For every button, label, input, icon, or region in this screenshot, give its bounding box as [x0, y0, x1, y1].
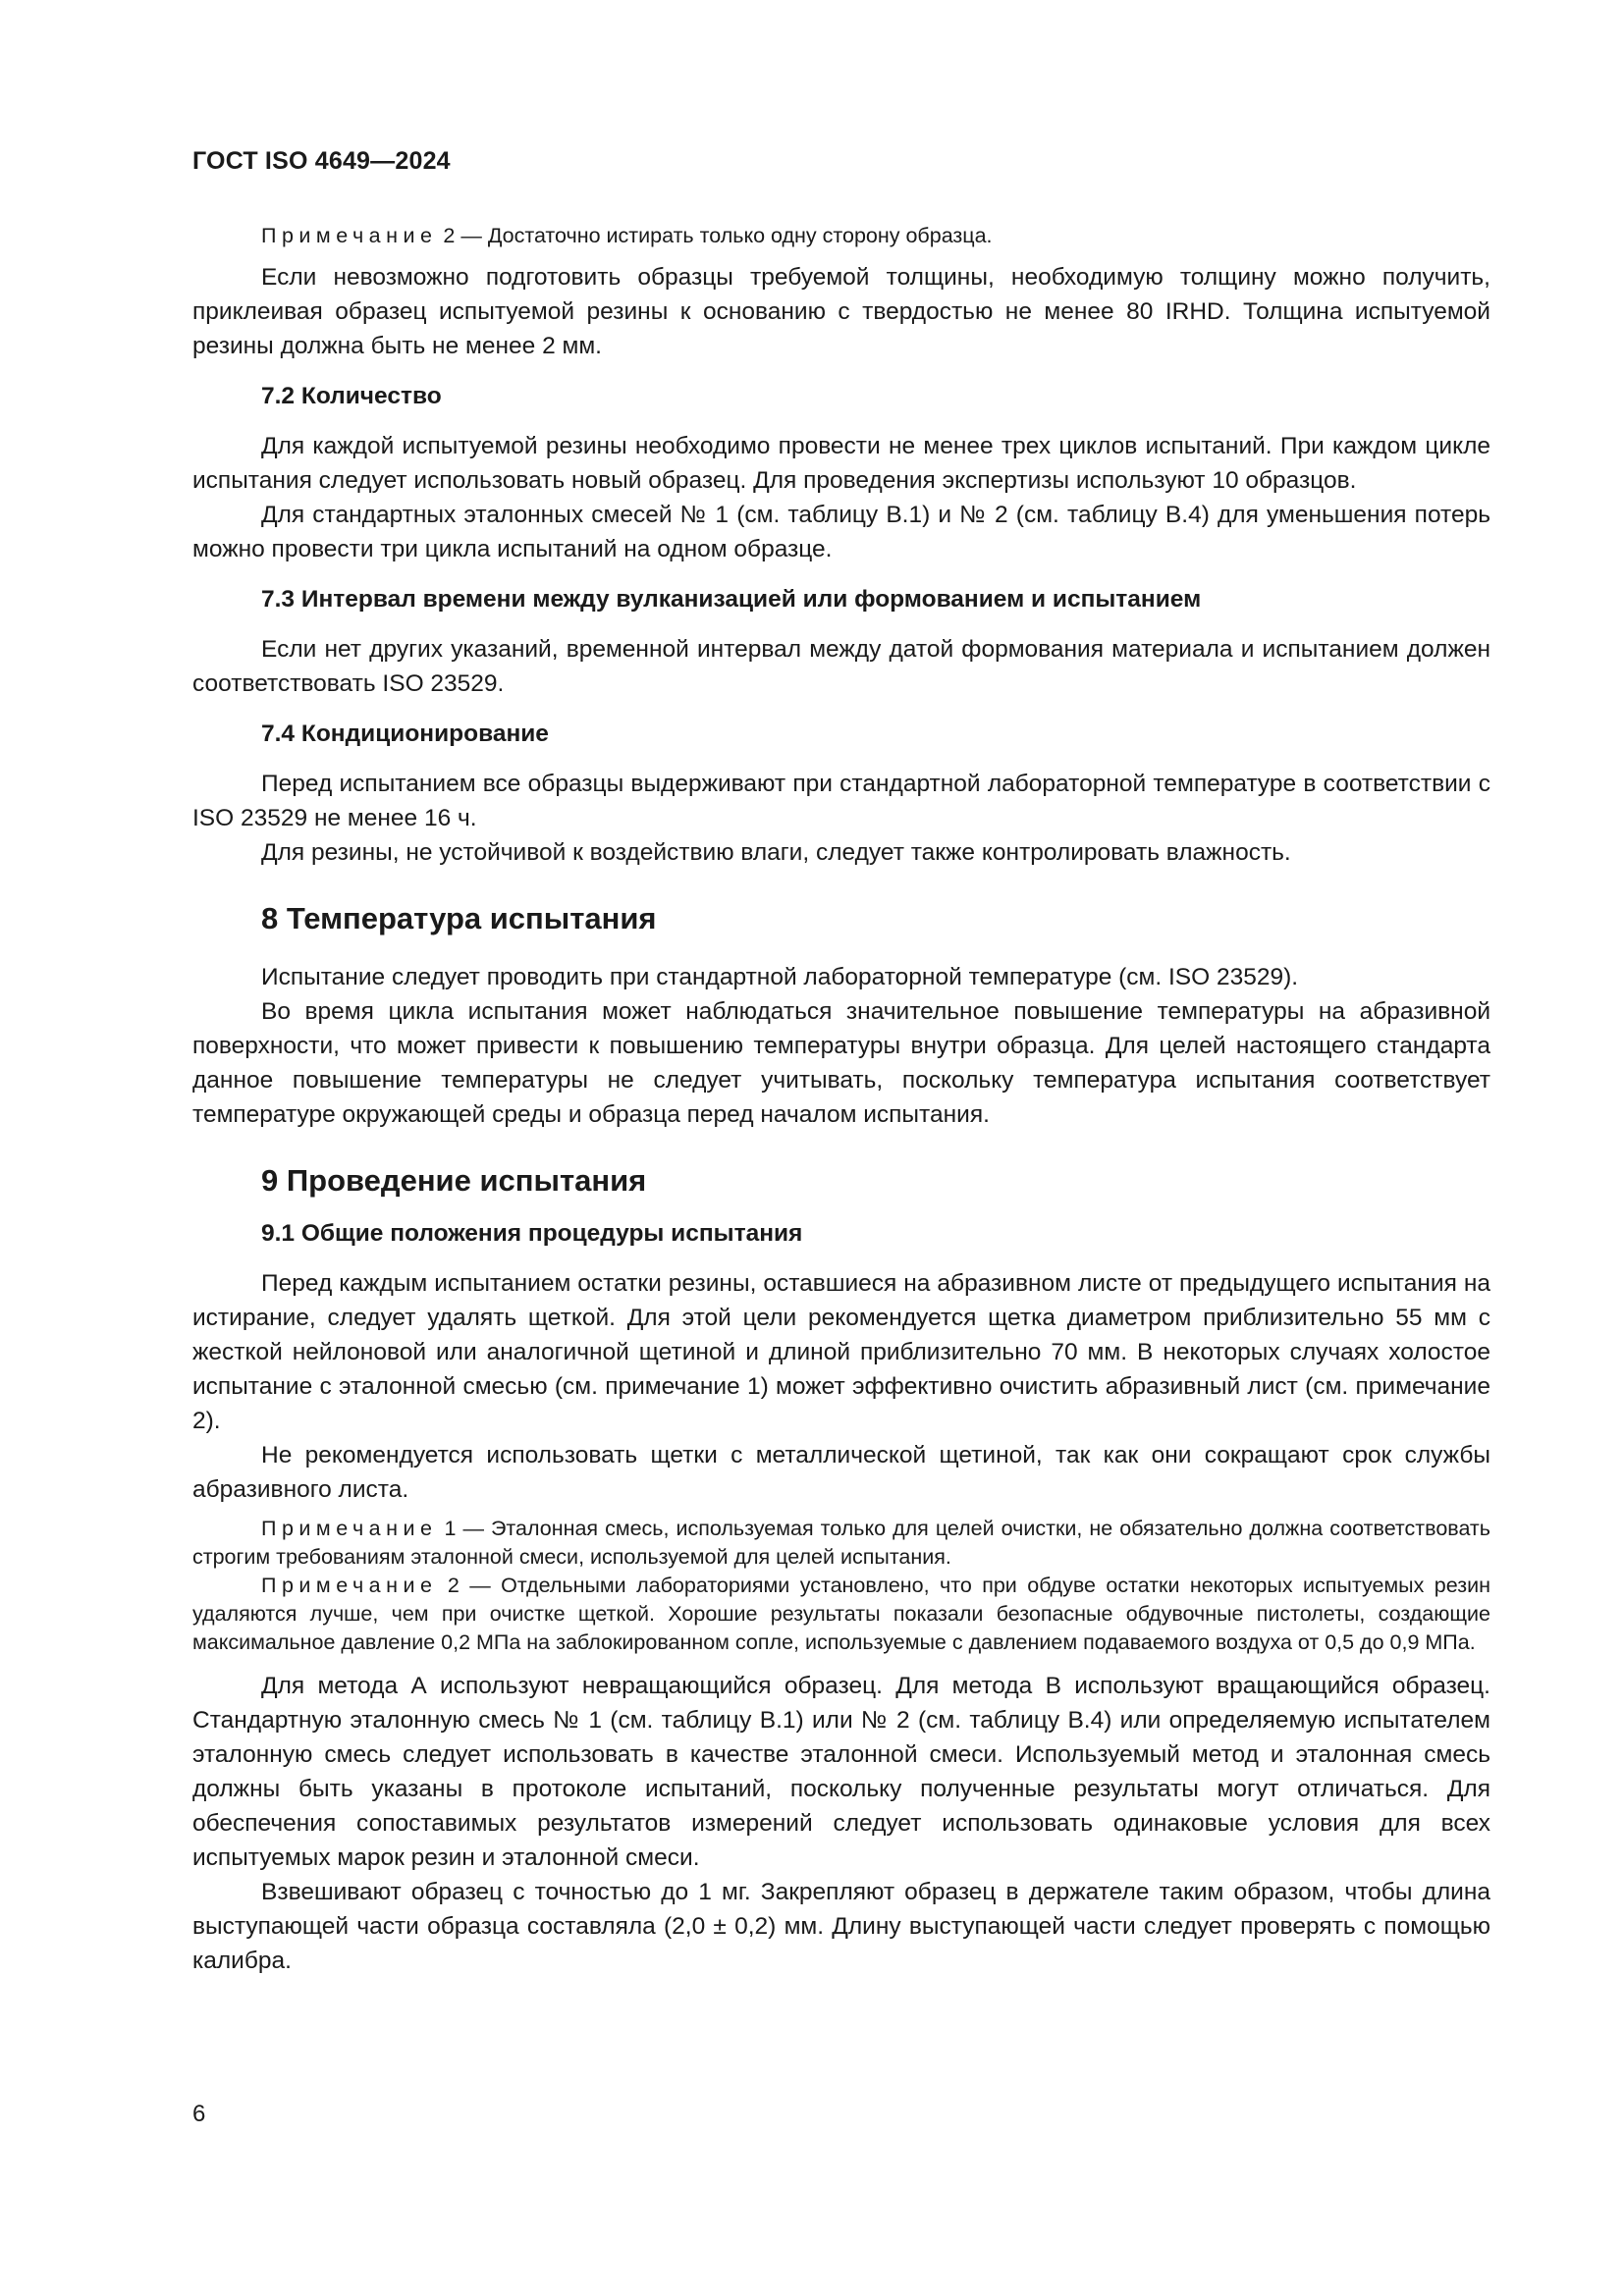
- page-number: 6: [192, 2101, 206, 2127]
- section-7-2-heading: 7.2 Количество: [261, 383, 442, 409]
- section-9-1-paragraph-2: Не рекомендуется использовать щетки с металлической щетиной, так как они сокращают срок службы абразивного листа.: [192, 1442, 1490, 1503]
- section-7-2-paragraph-2: Для стандартных эталонных смесей № 1 (см. таблицу В.1) и № 2 (см. таблицу В.4) для уменьшения потерь можно провести три цикла испытаний на одном образце.: [192, 502, 1490, 562]
- section-9-1-heading: 9.1 Общие положения процедуры испытания: [261, 1220, 803, 1247]
- section-9-1-paragraph-4: Взвешивают образец с точностью до 1 мг. Закрепляют образец в держателе таким образом, чтобы длина выступающей части образца составляла (2,0 ± 0,2) мм. Длину выступающей части следует проверять с помощью калибра.: [192, 1879, 1490, 1974]
- section-7-4-paragraph-1: Перед испытанием все образцы выдерживают при стандартной лабораторной температуре в соответствии с ISO 23529 не менее 16 ч.: [192, 771, 1490, 831]
- note-1: [192, 1515, 1490, 1572]
- note-text: 2 — Отдельными лабораториями установлено, что при обдуве остатки некоторых испытуемых резин удаляются лучше, чем при очистке щеткой. Хорошие результаты показали безопасные обдувочные пистолеты, создающие максимальное давление 0,2 МПа на заблокированном сопле, используемые с давлением подаваемого воздуха от 0,5 до 0,9 МПа.: [192, 1574, 1490, 1654]
- section-9-1-paragraph-1: Перед каждым испытанием остатки резины, оставшиеся на абразивном листе от предыдущего испытания на истирание, следует удалять щеткой. Для этой цели рекомендуется щетка диаметром приблизительно 55 мм с жесткой нейлоновой или аналогичной щетиной и длиной приблизительно 70 мм. В некоторых случаях холостое испытание с эталонной смесью (см. примечание 1) может эффективно очистить абразивный лист (см. примечание 2).: [192, 1270, 1490, 1434]
- section-9-heading: 9 Проведение испытания: [261, 1163, 647, 1198]
- note-text: 1 — Эталонная смесь, используемая только для целей очистки, не обязательно должна соответствовать строгим требованиям эталонной смеси, используемой для целей испытания.: [192, 1517, 1490, 1569]
- note-label: Примечание: [261, 1517, 438, 1540]
- note-2: [192, 1572, 1490, 1657]
- note-label: Примечание: [261, 1574, 438, 1597]
- page-content: [192, 222, 1490, 1978]
- section-8-heading: 8 Температура испытания: [261, 901, 657, 935]
- section-7-2-paragraph-1: Для каждой испытуемой резины необходимо провести не менее трех циклов испытаний. При каждом цикле испытания следует использовать новый образец. Для проведения экспертизы используют 10 образцов.: [192, 433, 1490, 494]
- section-7-4-paragraph-2: Для резины, не устойчивой к воздействию влаги, следует также контролировать влажность.: [261, 839, 1291, 866]
- section-7-3-heading: 7.3 Интервал времени между вулканизацией или формованием и испытанием: [261, 586, 1202, 613]
- note-label: Примечание: [261, 224, 438, 247]
- section-7-3-paragraph-1: Если нет других указаний, временной интервал между датой формования материала и испытанием должен соответствовать ISO 23529.: [192, 636, 1490, 697]
- section-7-4-heading: 7.4 Кондиционирование: [261, 721, 549, 747]
- section-8-paragraph-1: Испытание следует проводить при стандартной лабораторной температуре (см. ISO 23529).: [261, 964, 1299, 990]
- section-8-paragraph-2: Во время цикла испытания может наблюдаться значительное повышение температуры на абразивной поверхности, что может привести к повышению температуры внутри образца. Для целей настоящего стандарта данное повышение температуры не следует учитывать, поскольку температура испытания соответствует температуре окружающей среды и образца перед началом испытания.: [192, 998, 1490, 1128]
- note-top: [192, 222, 1490, 250]
- section-9-1-paragraph-3: Для метода А используют невращающийся образец. Для метода В используют вращающийся образец. Стандартную эталонную смесь № 1 (см. таблицу В.1) или № 2 (см. таблицу В.4) или определяемую испытателем эталонную смесь следует использовать в качестве эталонной смеси. Используемый метод и эталонная смесь должны быть указаны в протоколе испытаний, поскольку полученные результаты могут отличаться. Для обеспечения сопоставимых результатов измерений следует использовать одинаковые условия для всех испытуемых марок резин и эталонной смеси.: [192, 1673, 1490, 1871]
- paragraph-thickness: Если невозможно подготовить образцы требуемой толщины, необходимую толщину можно получить, приклеивая образец испытуемой резины к основанию с твердостью не менее 80 IRHD. Толщина испытуемой резины должна быть не менее 2 мм.: [192, 264, 1490, 359]
- document-header: ГОСТ ISO 4649—2024: [192, 147, 451, 175]
- note-text: 2 — Достаточно истирать только одну сторону образца.: [437, 224, 993, 247]
